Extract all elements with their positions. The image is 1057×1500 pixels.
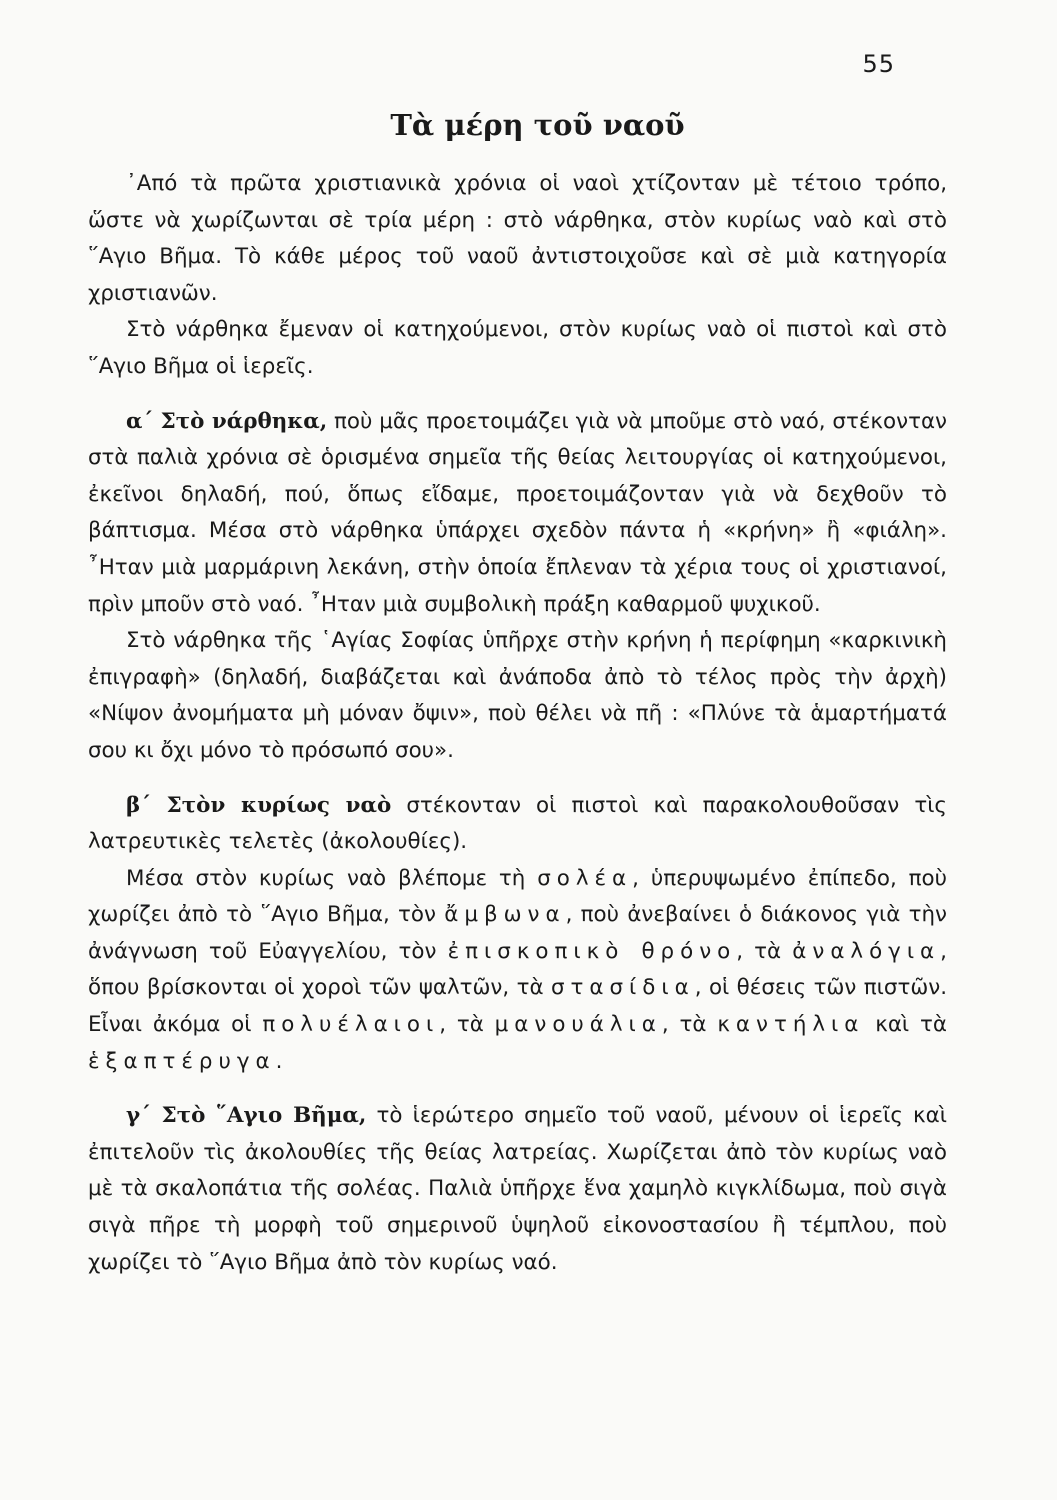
text-run: , ὅπου βρίσκονται οἱ χοροὶ τῶν ψαλτῶν, τὰ: [88, 938, 947, 1001]
page-number: 55: [862, 50, 895, 78]
text-run: , οἱ θέσεις τῶν πιστῶν. Εἶναι ἀκόμα οἱ: [88, 975, 947, 1038]
term-kantilia: καντήλια: [717, 1012, 865, 1038]
section-a-paragraph-2: Στὸ νάρθηκα τῆς ῾Αγίας Σοφίας ὑπῆρχε στὴν κρήνη ἡ περίφημη «καρκινικὴ ἐπιγραφὴ» (δηλαδή, διαβάζεται καὶ ἀνάποδα ἀπὸ τὸ τέλος πρὸς τὴν ἀρχὴ) «Νίψον ἀνομήματα μὴ μόναν ὄψιν», ποὺ θέλει νὰ πῆ : «Πλύνε τὰ ἁμαρτήματά σου κι ὄχι μόνο τὸ πρόσωπό σου».: [88, 628, 947, 763]
text-run: Μέσα στὸν κυρίως ναὸ βλέπομε τὴ: [126, 865, 538, 891]
text-run: , τὰ: [661, 1012, 718, 1038]
section-a-heading: α΄ Στὸ νάρθηκα,: [126, 408, 328, 434]
text-run: , ποὺ ἀνεβαίνει ὁ διάκονος γιὰ τὴν ἀνάγνωση τοῦ Εὐαγγελίου, τὸν: [88, 902, 947, 964]
body-text: [88, 166, 947, 1281]
term-exapteryga: ἑξαπτέρυγα: [88, 1048, 276, 1074]
section-b-heading: β΄ Στὸν κυρίως ναὸ: [126, 792, 392, 818]
section-b-paragraph: [88, 788, 947, 861]
term-manoualia: μανουάλια: [494, 1012, 662, 1038]
section-b-paragraph-2: [88, 861, 947, 1081]
page-title: Τὰ μέρη τοῦ ναοῦ: [390, 108, 685, 142]
section-b-text: στέκονταν οἱ πιστοὶ καὶ παρακολουθοῦσαν τὶς λατρευτικὲς τελετὲς (ἀκολουθίες).: [88, 792, 947, 855]
section-c-text: τὸ ἱερώτερο σημεῖο τοῦ ναοῦ, μένουν οἱ ἱερεῖς καὶ ἐπιτελοῦν τὶς ἀκολουθίες τῆς θείας λατρείας. Χωρίζεται ἀπὸ τὸν κυρίως ναὸ μὲ τὰ σκαλοπάτια τῆς σολέας. Παλιὰ ὑπῆρχε ἕνα χαμηλὸ κιγκλίδωμα, ποὺ σιγὰ σιγὰ πῆρε τὴ μορφὴ τοῦ σημερινοῦ ὑψηλοῦ εἰκονοστασίου ἢ τέμπλου, ποὺ χωρίζει τὸ ῞Αγιο Βῆμα ἀπὸ τὸν κυρίως ναό.: [88, 1103, 947, 1275]
text-run: , τὰ: [439, 1012, 495, 1038]
section-c-paragraph: [88, 1098, 947, 1281]
term-stasidia: στασίδια: [550, 975, 695, 1001]
term-polyelaioi: πολυέλαιοι: [262, 1012, 440, 1038]
intro-paragraph-1: ᾿Από τὰ πρῶτα χριστιανικὰ χρόνια οἱ ναοὶ χτίζονταν μὲ τέτοιο τρόπο, ὥστε νὰ χωρίζωνται σὲ τρία μέρη : στὸ νάρθηκα, στὸν κυρίως ναὸ καὶ στὸ ῞Αγιο Βῆμα. Τὸ κάθε μέρος τοῦ ναοῦ ἀντιστοιχοῦσε καὶ σὲ μιὰ κατηγορία χριστιανῶν.: [88, 171, 947, 306]
section-a-paragraph: [88, 404, 947, 624]
text-run: , τὰ: [736, 938, 793, 964]
text-run: .: [275, 1048, 283, 1074]
intro-paragraph-2: Στὸ νάρθηκα ἔμεναν οἱ κατηχούμενοι, στὸν κυρίως ναὸ οἱ πιστοὶ καὶ στὸ ῞Αγιο Βῆμα οἱ ἱερεῖς.: [88, 317, 947, 379]
term-analogia: ἀναλόγια: [792, 938, 941, 964]
section-c-heading: γ΄ Στὸ ῞Αγιο Βῆμα,: [126, 1103, 367, 1129]
term-ambon: ἄμβωνα: [444, 902, 566, 928]
term-solea: σολέα: [537, 865, 633, 891]
text-run: , ὑπερυψωμένο ἐπίπεδο, ποὺ χωρίζει ἀπὸ τὸ ῞Αγιο Βῆμα, τὸν: [88, 865, 947, 928]
section-a-text: ποὺ μᾶς προετοιμάζει γιὰ νὰ μποῦμε στὸ ναό, στέκονταν στὰ παλιὰ χρόνια σὲ ὁρισμένα σημεῖα τῆς θείας λειτουργίας οἱ κατηχούμενοι, ἐκεῖνοι δηλαδή, πού, ὅπως εἴδαμε, προετοιμάζονταν γιὰ νὰ δεχθοῦν τὸ βάπτισμα. Μέσα στὸ νάρθηκα ὑπάρχει σχεδὸν πάντα ἡ «κρήνη» ἢ «φιάλη». ῏Ηταν μιὰ μαρμάρινη λεκάνη, στὴν ὁποία ἔπλεναν τὰ χέρια τους οἱ χριστιανοί, πρὶν μποῦν στὸ ναό. ῏Ηταν μιὰ συμβολικὴ πράξη καθαρμοῦ ψυχικοῦ.: [88, 408, 947, 617]
term-thronos: ἐπισκοπικὸ θρόνο: [447, 938, 737, 964]
text-run: καὶ τὰ: [864, 1012, 947, 1038]
